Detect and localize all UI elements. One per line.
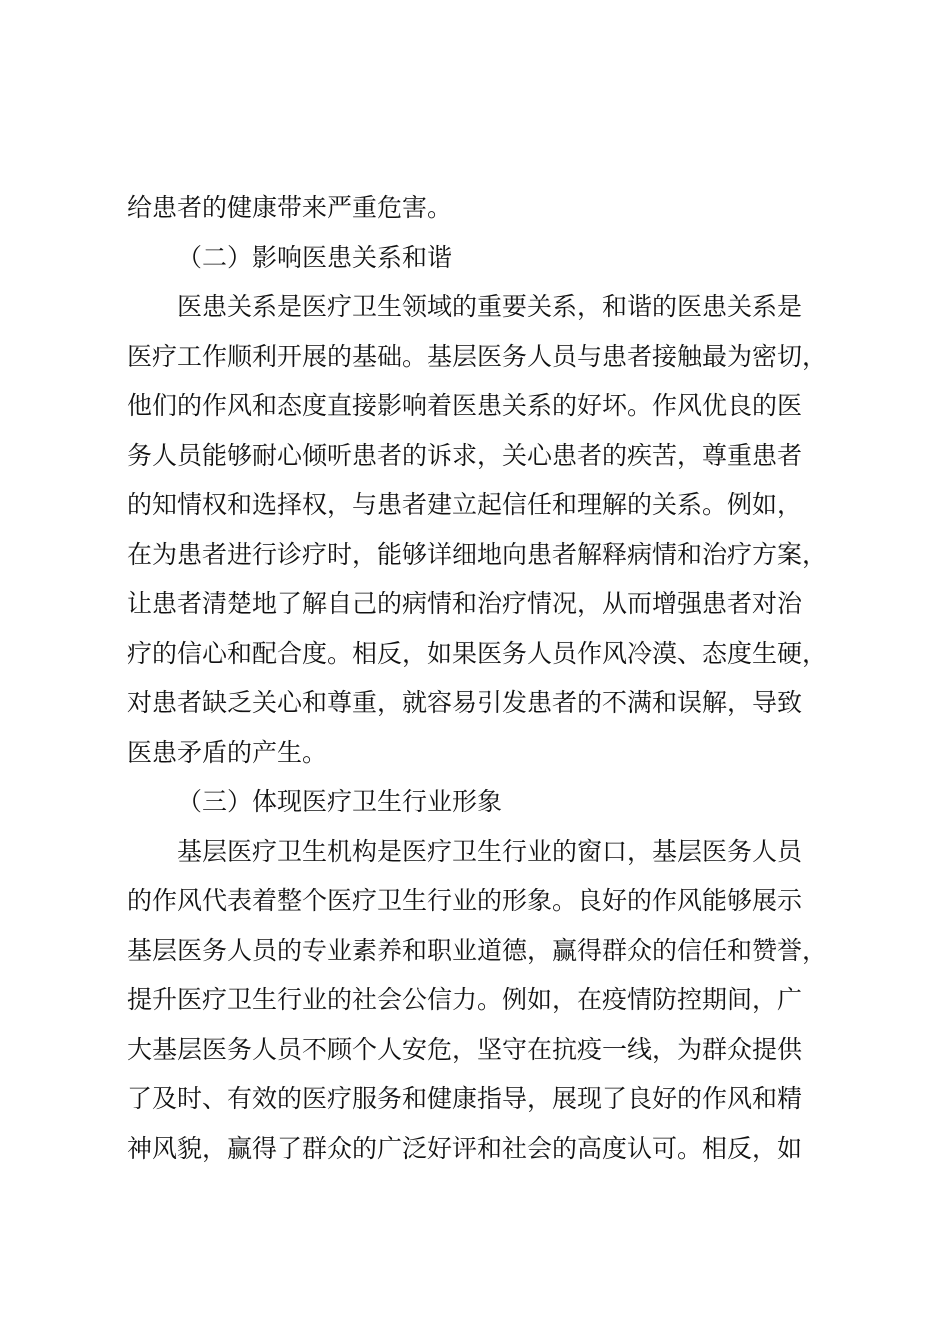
text-line: 让患者清楚地了解自己的病情和治疗情况，从而增强患者对治 bbox=[127, 589, 803, 618]
text-line: 他们的作风和态度直接影响着医患关系的好坏。作风优良的医 bbox=[127, 391, 803, 420]
section-heading-2: （二）影响医患关系和谐 bbox=[177, 242, 453, 272]
text-line: 医疗工作顺利开展的基础。基层医务人员与患者接触最为密切， bbox=[127, 341, 828, 371]
text-line: 基层医务人员的专业素养和职业道德，赢得群众的信任和赞誉， bbox=[127, 935, 828, 965]
text-line: 疗的信心和配合度。相反，如果医务人员作风冷漠、态度生硬， bbox=[127, 638, 828, 668]
text-line: 了及时、有效的医疗服务和健康指导，展现了良好的作风和精 bbox=[127, 1084, 803, 1113]
text-line: 医患关系是医疗卫生领域的重要关系，和谐的医患关系是 bbox=[177, 292, 803, 321]
text-line: 给患者的健康带来严重危害。 bbox=[127, 193, 453, 222]
text-line: 的知情权和选择权，与患者建立起信任和理解的关系。例如， bbox=[127, 490, 803, 519]
section-heading-3: （三）体现医疗卫生行业形象 bbox=[177, 787, 503, 816]
text-line: 在为患者进行诊疗时，能够详细地向患者解释病情和治疗方案， bbox=[127, 539, 828, 569]
text-line: 的作风代表着整个医疗卫生行业的形象。良好的作风能够展示 bbox=[127, 886, 803, 915]
text-line: 提升医疗卫生行业的社会公信力。例如，在疫情防控期间，广 bbox=[127, 985, 803, 1014]
text-line: 基层医疗卫生机构是医疗卫生行业的窗口，基层医务人员 bbox=[177, 836, 803, 866]
text-line: 医患矛盾的产生。 bbox=[127, 737, 328, 767]
text-line: 对患者缺乏关心和尊重，就容易引发患者的不满和误解，导致 bbox=[127, 688, 803, 717]
body-text bbox=[127, 183, 867, 1173]
text-line: 务人员能够耐心倾听患者的诉求，关心患者的疾苦，尊重患者 bbox=[127, 440, 803, 470]
text-line: 神风貌，赢得了群众的广泛好评和社会的高度认可。相反，如 bbox=[127, 1133, 803, 1163]
text-line: 大基层医务人员不顾个人安危，坚守在抗疫一线，为群众提供 bbox=[127, 1034, 803, 1064]
